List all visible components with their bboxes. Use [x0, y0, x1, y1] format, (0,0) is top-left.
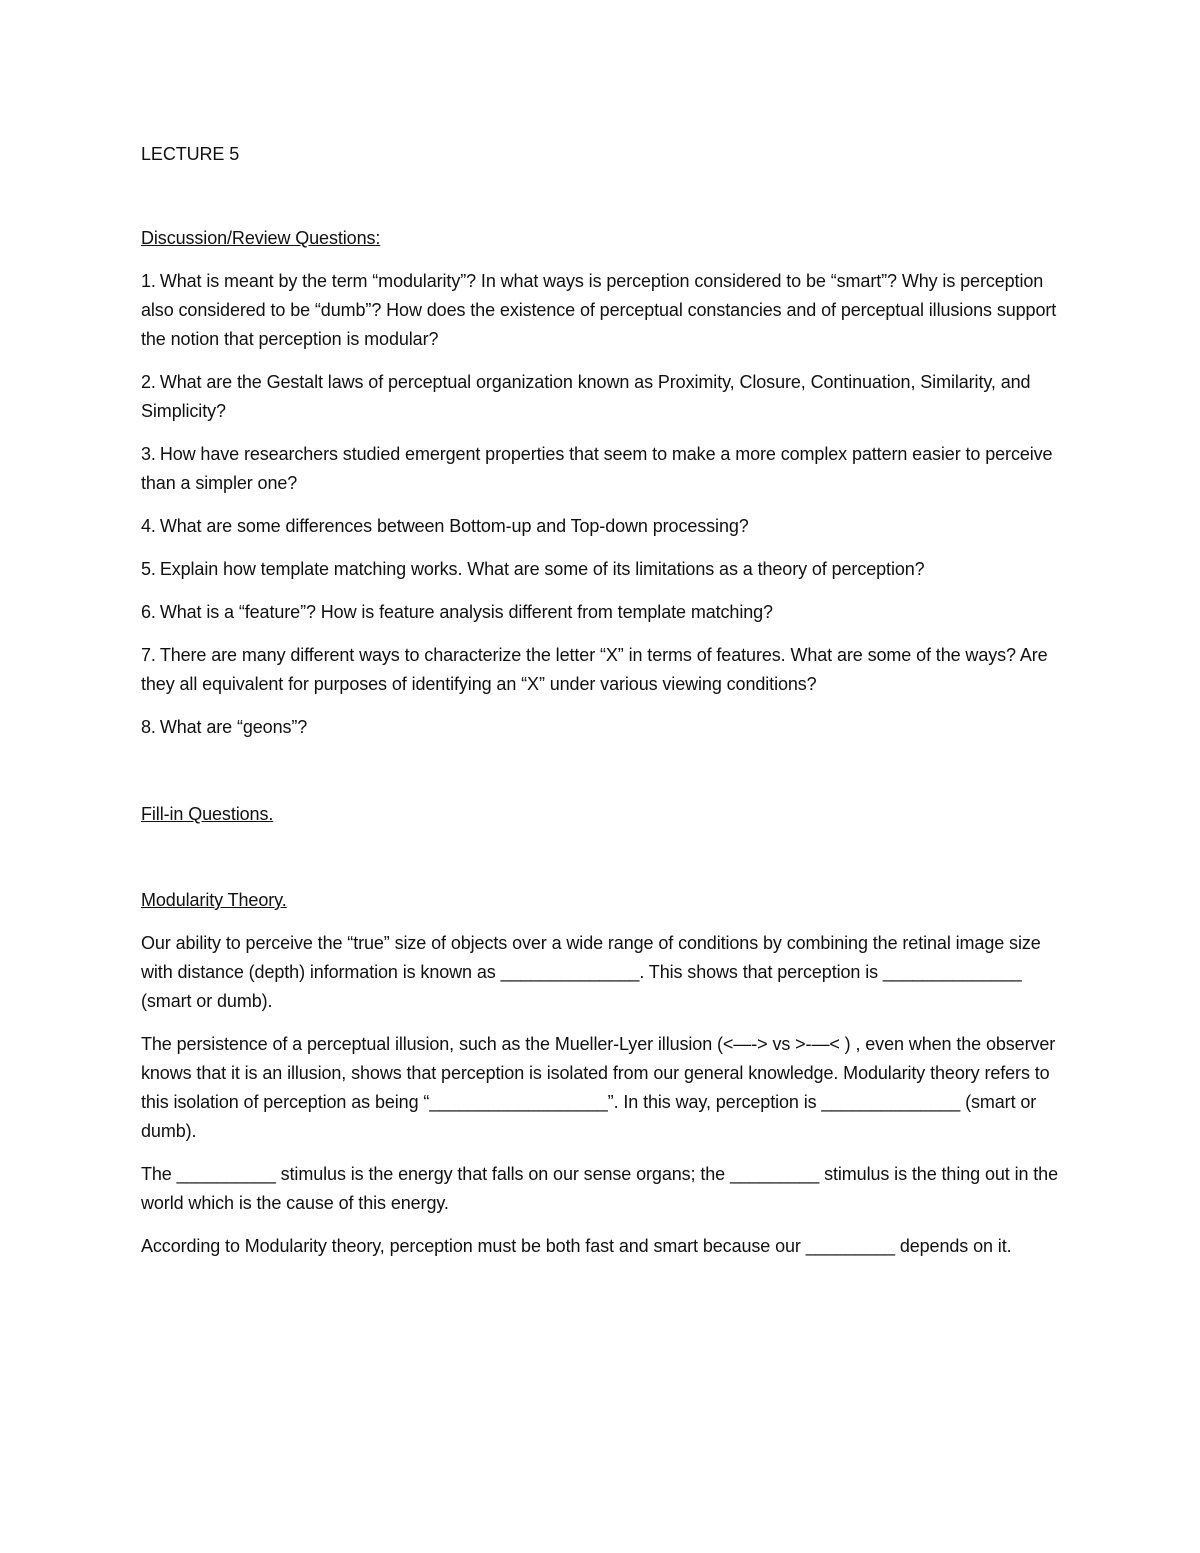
fill-in-paragraph: The persistence of a perceptual illusion, such as the Mueller-Lyer illusion (<—-> vs >-—< ) , even when the observer knows that it is an illusion, shows that perception is isolated from our general knowledge. Modularity theory refers to this isolation of perception as being “__________________”. In this way, perception is ______________ (smart or dumb). — [141, 1034, 1056, 1141]
question-number: 5. — [141, 559, 156, 579]
question-item — [141, 512, 1061, 541]
question-text: What is a “feature”? How is feature analysis different from template matching? — [159, 602, 773, 622]
question-item — [141, 555, 1061, 584]
question-number: 3. — [141, 444, 156, 464]
document-page — [141, 140, 1061, 1275]
question-number: 1. — [141, 271, 156, 291]
question-number: 6. — [141, 602, 156, 622]
question-item — [141, 713, 1061, 742]
question-item — [141, 368, 1061, 426]
question-text: What are the Gestalt laws of perceptual organization known as Proximity, Closure, Continuation, Similarity, and Simplicity? — [141, 372, 1031, 421]
modularity-heading: Modularity Theory. — [141, 890, 287, 910]
question-item — [141, 598, 1061, 627]
fill-in-paragraph: Our ability to perceive the “true” size of objects over a wide range of conditions by combining the retinal image size with distance (depth) information is known as ______________. This shows that perception is ______________ (smart or dumb). — [141, 933, 1041, 1011]
fill-in-heading: Fill-in Questions. — [141, 804, 274, 824]
question-number: 8. — [141, 717, 156, 737]
discussion-heading: Discussion/Review Questions: — [141, 228, 381, 248]
spacer — [141, 756, 1061, 800]
question-text: How have researchers studied emergent properties that seem to make a more complex pattern easier to perceive than a simpler one? — [141, 444, 1053, 493]
question-item — [141, 267, 1061, 354]
lecture-title: LECTURE 5 — [141, 144, 240, 164]
question-text: What are “geons”? — [159, 717, 308, 737]
question-text: Explain how template matching works. What are some of its limitations as a theory of perception? — [159, 559, 925, 579]
question-number: 7. — [141, 645, 156, 665]
question-item — [141, 440, 1061, 498]
fill-in-paragraph: The __________ stimulus is the energy that falls on our sense organs; the _________ stimulus is the thing out in the world which is the cause of this energy. — [141, 1164, 1059, 1213]
question-number: 2. — [141, 372, 156, 392]
question-text: What are some differences between Bottom-up and Top-down processing? — [159, 516, 749, 536]
fill-in-paragraph: According to Modularity theory, perception must be both fast and smart because our _________ depends on it. — [141, 1236, 1012, 1256]
spacer — [141, 829, 1061, 886]
question-text: What is meant by the term “modularity”? In what ways is perception considered to be “smart”? Why is perception also considered to be “dumb”? How does the existence of perceptual constancies and of perceptual illusions support the notion that perception is modular? — [141, 271, 1057, 349]
question-item — [141, 641, 1061, 699]
question-text: There are many different ways to characterize the letter “X” in terms of features. What are some of the ways? Are they all equivalent for purposes of identifying an “X” under various viewing conditions? — [141, 645, 1048, 694]
question-number: 4. — [141, 516, 156, 536]
